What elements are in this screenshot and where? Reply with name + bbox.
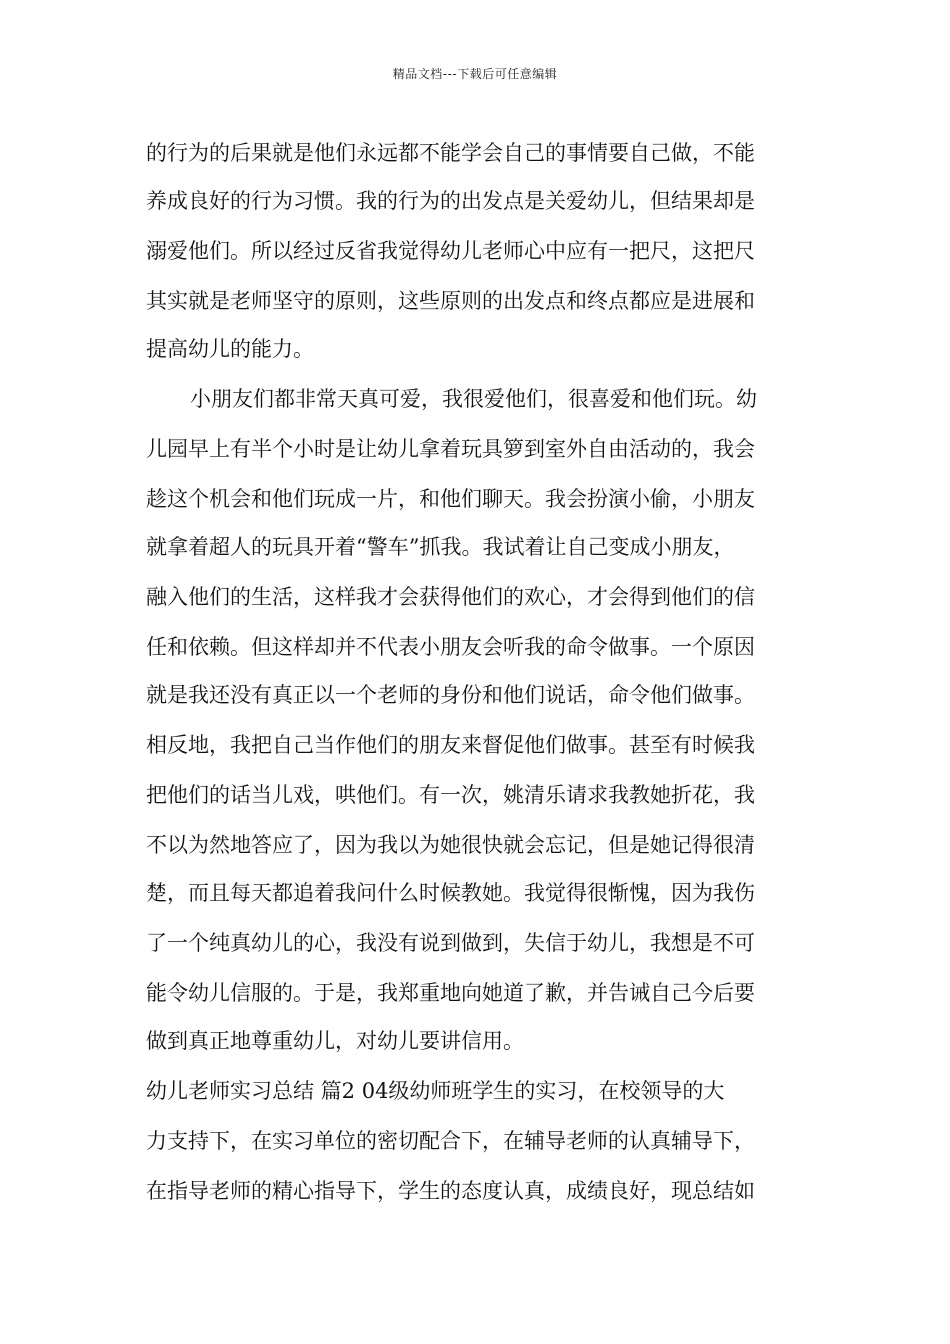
text-line: 在指导老师的精心指导下，学生的态度认真，成绩良好，现总结如 [146, 1179, 755, 1203]
text-line: 趁这个机会和他们玩成一片，和他们聊天。我会扮演小偷，小朋友 [146, 487, 755, 511]
text-line: 儿园早上有半个小时是让幼儿拿着玩具箩到室外自由活动的，我会 [146, 437, 755, 461]
text-line: 楚，而且每天都追着我问什么时候教她。我觉得很惭愧，因为我伤 [146, 881, 755, 905]
section-heading-line: 幼儿老师实习总结 篇2 04级幼师班学生的实习，在校领导的大 [146, 1079, 725, 1103]
text-line: 的行为的后果就是他们永远都不能学会自己的事情要自己做，不能 [146, 141, 755, 165]
text-line: 把他们的话当儿戏，哄他们。有一次，姚清乐请求我教她折花，我 [146, 783, 755, 807]
text-line: 小朋友们都非常天真可爱，我很爱他们，很喜爱和他们玩。幼 [190, 387, 757, 411]
text-line: 了一个纯真幼儿的心，我没有说到做到，失信于幼儿，我想是不可 [146, 931, 755, 955]
text-line: 溺爱他们。所以经过反省我觉得幼儿老师心中应有一把尺，这把尺 [146, 239, 755, 263]
text-line: 力支持下，在实习单位的密切配合下，在辅导老师的认真辅导下， [146, 1129, 755, 1153]
page-header: 精品文档---下载后可任意编辑 [392, 67, 558, 81]
text-line: 融入他们的生活，这样我才会获得他们的欢心，才会得到他们的信 [146, 585, 755, 609]
text-line: 任和依赖。但这样却并不代表小朋友会听我的命令做事。一个原因 [146, 635, 755, 659]
text-line: 其实就是老师坚守的原则，这些原则的出发点和终点都应是进展和 [146, 289, 755, 313]
text-line: 就是我还没有真正以一个老师的身份和他们说话，命令他们做事。 [146, 683, 755, 707]
text-line: 不以为然地答应了，因为我以为她很快就会忘记，但是她记得很清 [146, 833, 755, 857]
text-line: 做到真正地尊重幼儿，对幼儿要讲信用。 [146, 1029, 524, 1053]
text-line: 相反地，我把自己当作他们的朋友来督促他们做事。甚至有时候我 [146, 733, 755, 757]
text-line: 就拿着超人的玩具开着“警车”抓我。我试着让自己变成小朋友， [146, 535, 735, 559]
text-line: 能令幼儿信服的。于是，我郑重地向她道了歉，并告诫自己今后要 [146, 981, 755, 1005]
text-line: 提高幼儿的能力。 [146, 337, 314, 361]
text-line: 养成良好的行为习惯。我的行为的出发点是关爱幼儿，但结果却是 [146, 189, 755, 213]
